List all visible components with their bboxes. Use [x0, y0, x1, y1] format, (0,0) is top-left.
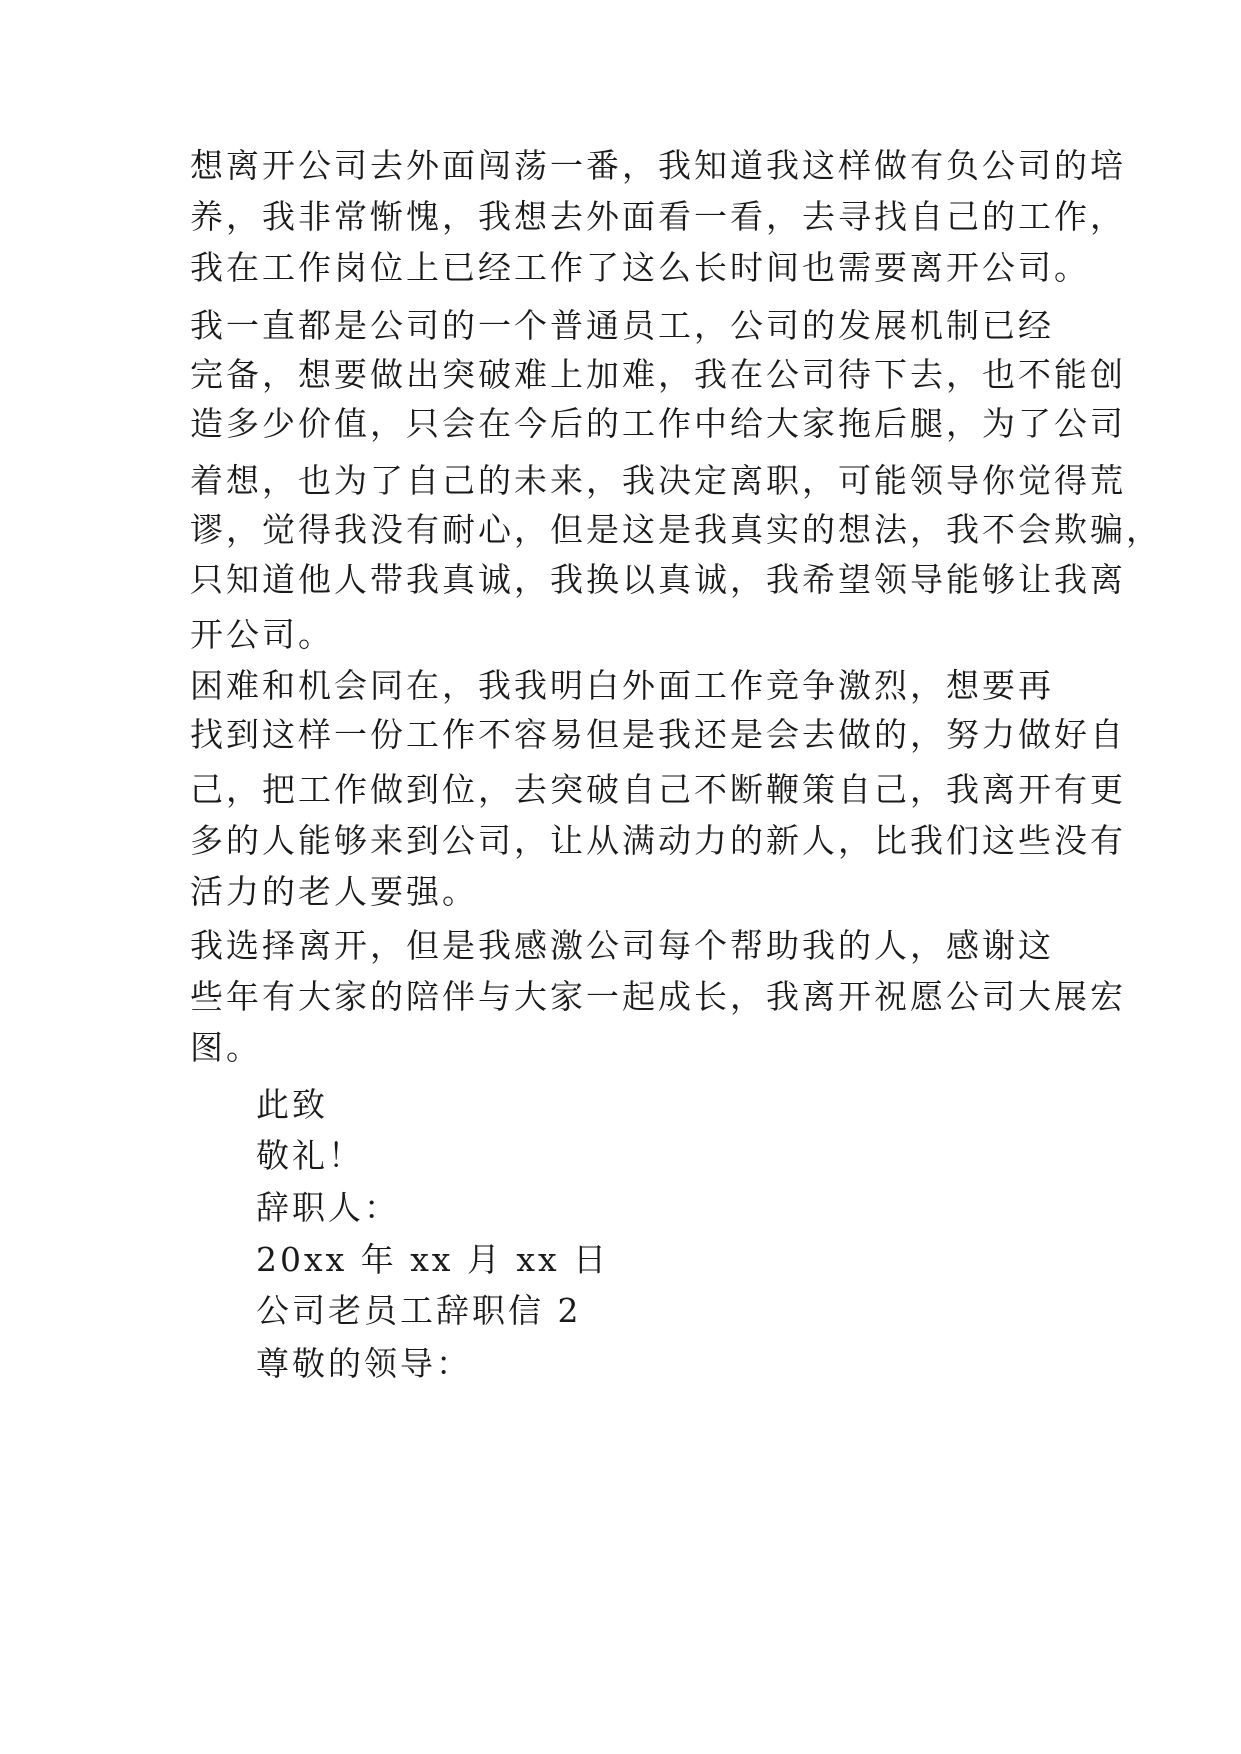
paragraph-4-line-3: 图。: [190, 1028, 262, 1067]
paragraph-3-line-5: 活力的老人要强。: [190, 872, 478, 911]
next-letter-greeting: 尊敬的领导：: [256, 1344, 472, 1383]
paragraph-1-line-2: 养，我非常惭愧，我想去外面看一看，去寻找自己的工作，: [190, 197, 1126, 236]
paragraph-2-line-7: 开公司。: [190, 615, 334, 654]
paragraph-1-line-1: 想离开公司去外面闯荡一番，我知道我这样做有负公司的培: [190, 146, 1126, 185]
paragraph-3-line-3: 己，把工作做到位，去突破自己不断鞭策自己，我离开有更: [190, 770, 1126, 809]
paragraph-2-line-6: 只知道他人带我真诚，我换以真诚，我希望领导能够让我离: [190, 560, 1126, 599]
paragraph-2-line-5: 谬，觉得我没有耐心，但是这是我真实的想法，我不会欺骗，: [190, 510, 1162, 549]
paragraph-3-line-1: 困难和机会同在，我我明白外面工作竞争激烈，想要再: [190, 666, 1054, 705]
closing: 此致: [256, 1085, 328, 1124]
salute: 敬礼！: [256, 1136, 364, 1175]
paragraph-2-line-1: 我一直都是公司的一个普通员工，公司的发展机制已经: [190, 306, 1054, 345]
paragraph-2-line-4: 着想，也为了自己的未来，我决定离职，可能领导你觉得荒: [190, 461, 1126, 500]
next-letter-title: 公司老员工辞职信 2: [256, 1291, 582, 1330]
signer-label: 辞职人：: [256, 1188, 400, 1227]
letter-date: 20xx 年 xx 月 xx 日: [256, 1240, 610, 1279]
paragraph-4-line-1: 我选择离开，但是我感激公司每个帮助我的人，感谢这: [190, 926, 1054, 965]
paragraph-2-line-2: 完备，想要做出突破难上加难，我在公司待下去，也不能创: [190, 355, 1126, 394]
paragraph-3-line-2: 找到这样一份工作不容易但是我还是会去做的，努力做好自: [190, 715, 1126, 754]
paragraph-1-line-3: 我在工作岗位上已经工作了这么长时间也需要离开公司。: [190, 248, 1090, 287]
paragraph-2-line-3: 造多少价值，只会在今后的工作中给大家拖后腿，为了公司: [190, 404, 1126, 443]
paragraph-4-line-2: 些年有大家的陪伴与大家一起成长，我离开祝愿公司大展宏: [190, 977, 1126, 1016]
paragraph-3-line-4: 多的人能够来到公司，让从满动力的新人，比我们这些没有: [190, 821, 1126, 860]
